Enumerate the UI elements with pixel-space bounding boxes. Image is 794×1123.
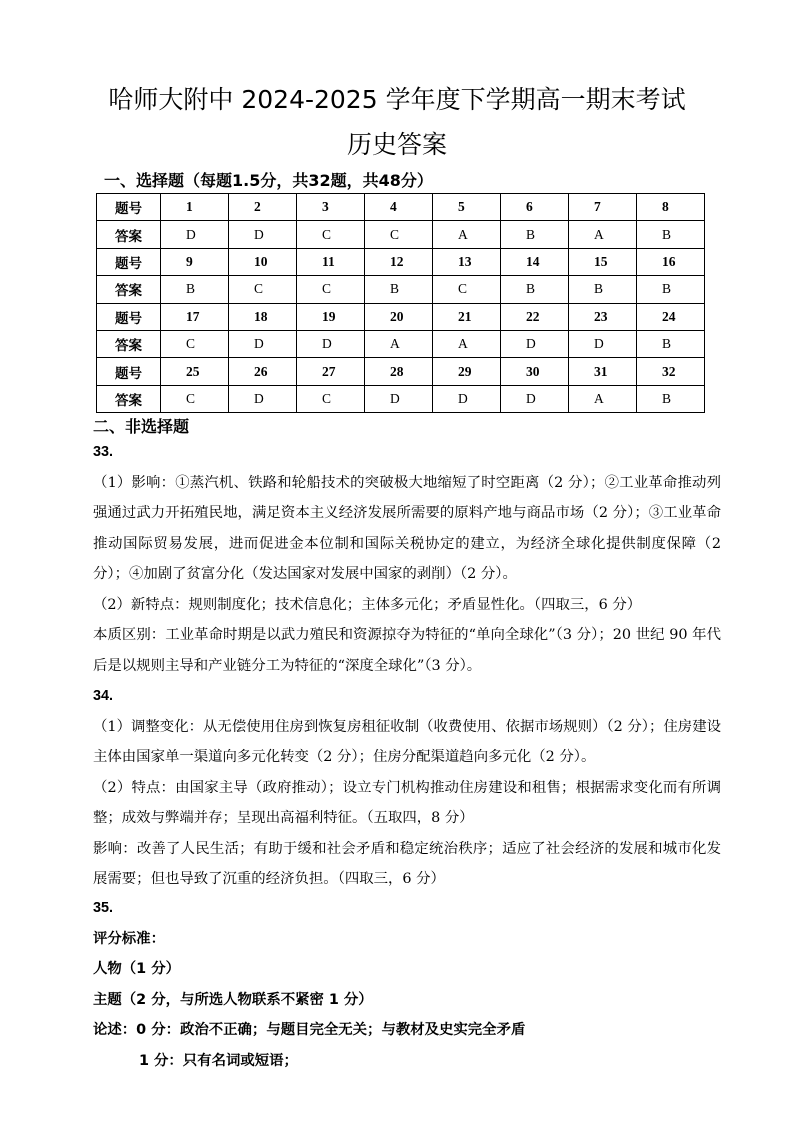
answer-cell: B — [161, 276, 229, 303]
answer-cell: D — [501, 385, 569, 412]
answer-cell: B — [637, 221, 705, 248]
q35-scoring-label: 评分标准： — [93, 930, 165, 947]
q34-part3: 影响：改善了人民生活；有助于缓和社会矛盾和稳定统治秩序；适应了社会经济的发展和城市化发展需要；但也导致了沉重的经济负担。（四取三，6 分） — [93, 840, 721, 887]
question-number-cell: 5 — [433, 194, 501, 221]
q35-person: 人物（1 分） — [93, 961, 180, 977]
answer-cell: A — [433, 330, 501, 357]
q33-number: 33. — [93, 444, 114, 460]
answer-cell: D — [161, 221, 229, 248]
answer-table — [96, 193, 705, 413]
answer-cell: D — [569, 330, 637, 357]
answer-cell: A — [569, 385, 637, 412]
answer-cell: A — [365, 330, 433, 357]
answer-cell: C — [297, 221, 365, 248]
question-number-cell: 6 — [501, 194, 569, 221]
q35-argument-0: 论述：0 分：政治不正确；与题目完全无关；与教材及史实完全矛盾 — [93, 1022, 526, 1038]
question-number-cell: 19 — [297, 303, 365, 330]
answer-cell: B — [501, 221, 569, 248]
question-33 — [93, 437, 721, 681]
question-number-cell: 14 — [501, 248, 569, 275]
question-label: 题号 — [97, 248, 161, 275]
q35-argument-1: 1 分：只有名词或短语； — [139, 1052, 298, 1069]
question-number-row — [97, 194, 705, 221]
question-number-cell: 29 — [433, 358, 501, 385]
answer-row — [97, 276, 705, 303]
q33-part1: （1）影响：①蒸汽机、铁路和轮船技术的突破极大地缩短了时空距离（2 分）；②工业革命推动列强通过武力开拓殖民地，满足资本主义经济发展所需要的原料产地与商品市场（2 分）；③工业革命推动国际贸易发展，进而促进金本位制和国际关税协定的建立，为经济全球化提供制度保障（2 分）；④加剧了贫富分化（发达国家对发展中国家的剥削）（2 分）。 — [93, 474, 721, 582]
answer-cell: D — [229, 385, 297, 412]
question-number-cell: 32 — [637, 358, 705, 385]
question-35 — [93, 893, 721, 1076]
question-number-cell: 17 — [161, 303, 229, 330]
answer-cell: C — [229, 276, 297, 303]
answer-cell: D — [501, 330, 569, 357]
answer-cell: C — [161, 330, 229, 357]
question-number-cell: 1 — [161, 194, 229, 221]
q35-theme: 主题（2 分，与所选人物联系不紧密 1 分） — [93, 991, 373, 1008]
answer-cell: C — [161, 385, 229, 412]
answer-row — [97, 330, 705, 357]
answer-cell: A — [569, 221, 637, 248]
answer-cell: D — [229, 330, 297, 357]
answer-label: 答案 — [97, 221, 161, 248]
question-number-cell: 22 — [501, 303, 569, 330]
answer-cell: B — [569, 276, 637, 303]
answer-row — [97, 221, 705, 248]
answer-cell: B — [637, 276, 705, 303]
answer-cell: C — [297, 385, 365, 412]
question-number-cell: 10 — [229, 248, 297, 275]
question-label: 题号 — [97, 303, 161, 330]
q33-part2: （2）新特点：规则制度化；技术信息化；主体多元化；矛盾显性化。（四取三，6 分） — [93, 596, 642, 613]
answer-cell: D — [365, 385, 433, 412]
question-number-cell: 16 — [637, 248, 705, 275]
answer-cell: C — [433, 276, 501, 303]
question-34 — [93, 681, 721, 895]
answer-cell: B — [637, 385, 705, 412]
question-number-cell: 26 — [229, 358, 297, 385]
question-number-cell: 30 — [501, 358, 569, 385]
answer-cell: B — [501, 276, 569, 303]
answer-cell: B — [637, 330, 705, 357]
question-number-cell: 18 — [229, 303, 297, 330]
question-number-cell: 28 — [365, 358, 433, 385]
answer-cell: C — [365, 221, 433, 248]
question-number-cell: 15 — [569, 248, 637, 275]
answer-cell: D — [433, 385, 501, 412]
question-number-cell: 4 — [365, 194, 433, 221]
section2-heading: 二、非选择题 — [93, 417, 190, 436]
question-number-cell: 25 — [161, 358, 229, 385]
question-number-cell: 7 — [569, 194, 637, 221]
question-number-cell: 20 — [365, 303, 433, 330]
q34-part1: （1）调整变化：从无偿使用住房到恢复房租征收制（收费使用、依据市场规则）（2 分）；住房建设主体由国家单一渠道向多元化转变（2 分）；住房分配渠道趋向多元化（2 分）。 — [93, 718, 721, 765]
question-label: 题号 — [97, 194, 161, 221]
answer-label: 答案 — [97, 385, 161, 412]
question-number-row — [97, 358, 705, 385]
question-number-row — [97, 248, 705, 275]
q35-number: 35. — [93, 900, 114, 916]
question-number-cell: 3 — [297, 194, 365, 221]
q34-number: 34. — [93, 688, 114, 704]
question-number-cell: 27 — [297, 358, 365, 385]
answer-cell: D — [229, 221, 297, 248]
question-number-cell: 8 — [637, 194, 705, 221]
answer-label: 答案 — [97, 276, 161, 303]
question-label: 题号 — [97, 358, 161, 385]
answer-cell: D — [297, 330, 365, 357]
answer-row — [97, 385, 705, 412]
question-number-cell: 13 — [433, 248, 501, 275]
question-number-cell: 23 — [569, 303, 637, 330]
q34-part2: （2）特点：由国家主导（政府推动）；设立专门机构推动住房建设和租售；根据需求变化而有所调整；成效与弊端并存；呈现出高福利特征。（五取四，8 分） — [93, 779, 721, 826]
question-number-cell: 21 — [433, 303, 501, 330]
question-number-cell: 31 — [569, 358, 637, 385]
question-number-cell: 12 — [365, 248, 433, 275]
answer-cell: B — [365, 276, 433, 303]
question-number-cell: 2 — [229, 194, 297, 221]
question-number-cell: 24 — [637, 303, 705, 330]
answer-cell: A — [433, 221, 501, 248]
question-number-cell: 9 — [161, 248, 229, 275]
page-subtitle: 历史答案 — [346, 130, 447, 159]
section1-heading: 一、选择题（每题1.5分，共32题，共48分） — [104, 171, 433, 190]
answer-label: 答案 — [97, 330, 161, 357]
answer-cell: C — [297, 276, 365, 303]
q33-part3: 本质区别：工业革命时期是以武力殖民和资源掠夺为特征的“单向全球化”（3 分）；20 世纪 90 年代后是以规则主导和产业链分工为特征的“深度全球化”（3 分）。 — [93, 627, 721, 674]
question-number-cell: 11 — [297, 248, 365, 275]
page-title: 哈师大附中 2024-2025 学年度下学期高一期末考试 — [108, 85, 686, 114]
question-number-row — [97, 303, 705, 330]
